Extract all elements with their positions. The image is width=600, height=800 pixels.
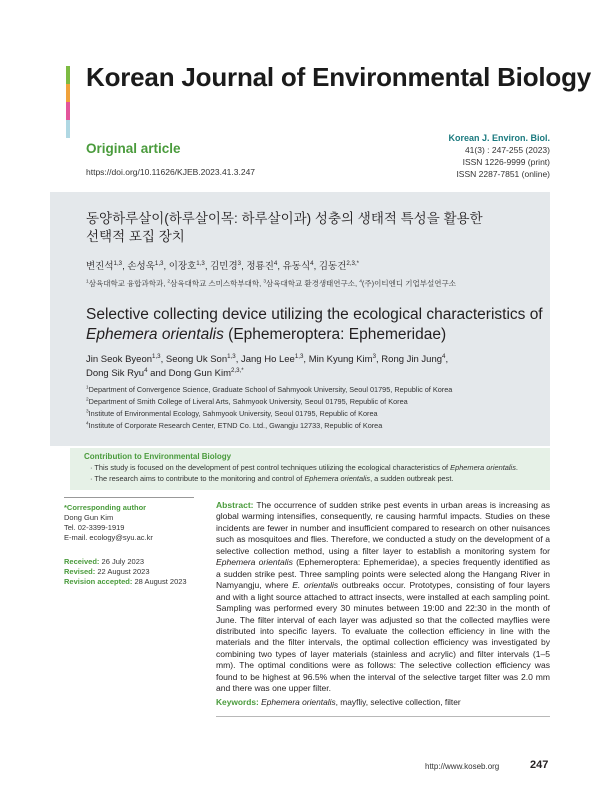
color-bar-orange	[66, 84, 70, 102]
english-authors	[86, 353, 526, 381]
corresponding-author-name: Dong Gun Kim	[64, 513, 114, 522]
doi-link[interactable]: https://doi.org/10.11626/KJEB.2023.41.3.247	[86, 167, 256, 177]
english-title	[86, 305, 546, 345]
received-date: Received: 26 July 2023	[64, 557, 145, 566]
color-bar-blue	[66, 120, 70, 138]
korean-title-line: 동양하루살이(하루살이목: 하루살이과) 성충의 생태적 특성을 활용한	[86, 211, 483, 226]
author-kr: 이장호$^{1,3}$	[168, 259, 205, 272]
citation-block	[448, 132, 550, 180]
author-kr: 김동건$^{2,3,*}$	[318, 259, 360, 272]
color-bar-pink	[66, 102, 70, 120]
keywords-label: Keywords:	[216, 697, 259, 707]
corresponding-author-label: *Corresponding author	[64, 503, 147, 512]
korean-authors: 변진석$^{1,3}$, 손성욱$^{1,3}$, 이장호$^{1,3}$, 김민경$^3$, 정룡진$^4$, 유동식$^4$, 김동건$^{2,3,*}$	[86, 259, 360, 272]
korean-title	[86, 210, 526, 246]
accepted-date: Revision accepted: 28 August 2023	[64, 577, 187, 586]
affiliation-line: $^4$Institute of Corporate Research Center, ETND Co. Ltd., Gwangju 12733, Republic of Korea	[86, 421, 383, 430]
journal-color-bar	[66, 66, 70, 138]
english-affiliations	[86, 384, 536, 432]
author-kr: 정룡진$^4$	[246, 259, 278, 272]
sidebar-divider	[64, 497, 194, 498]
corresponding-author-tel: Tel. 02-3399-1919	[64, 523, 125, 532]
author-kr: 유동식$^4$	[282, 259, 314, 272]
contribution-title: Contribution to Environmental Biology	[84, 452, 232, 461]
author-kr: 변진석$^{1,3}$	[86, 259, 123, 272]
journal-abbrev: Korean J. Environ. Biol.	[448, 133, 550, 143]
abstract-divider	[216, 716, 550, 717]
author-en: Jang Ho Lee$^{1,3}$,	[240, 352, 309, 365]
volume-pages: 41(3) : 247-255 (2023)	[464, 145, 550, 155]
korean-title-line: 선택적 포집 장치	[86, 229, 185, 244]
issn-print: ISSN 1226-9999 (print)	[462, 157, 550, 167]
contribution-item: · The research aims to contribute to the monitoring and control of Ephemera orientalis, a sudden outbreak pest.	[90, 474, 454, 483]
page-number: 247	[530, 759, 549, 771]
author-en: Rong Jin Jung$^4$,	[381, 352, 449, 365]
color-bar-green	[66, 66, 70, 84]
abstract: Abstract: The occurrence of sudden strike pest events in urban areas is increasing as global warming intensifies, consequently, re causing harmful impacts. Studies on these incidents are fewer in number and insufficient compared to research on other nuisances such as mosquitoes and flies. Therefore, we conducted a study on the development of a selective collection method, using a filter layer to establish a monitoring system for Ephemera orientalis (Ephemeroptera: Ephemeridae), a species frequently identified as a sudden strike pest. Three sampling points were selected along the Hangang River in Namyangju, where E. orientalis outbreaks occur. Prototypes, consisting of four layers and with a light source attached to attract insects, were installed at each sampling point. Sampling was performed every 30 minutes between 19:00 and 22:30 in the month of June. The filter interval of each layer was adjusted so that the collected mayflies were distributed into specific layers. To evaluate the collection efficiency in line with the materials and the filter intervals, the optimal collection efficiency was investigated by combining two types of layer materials (stainless and acrylic) and filter intervals (1–5 mm). The optimal conditions were as follows: The selective collection efficiency was found to be highest at 96.5% when the interval of the selective target filter was 2.0 mm and there was one upper filter.	[216, 500, 551, 694]
revised-date: Revised: 22 August 2023	[64, 567, 150, 576]
author-en: Jin Seok Byeon$^{1,3}$,	[86, 352, 166, 365]
korean-affiliations: $^1$삼육대학교 융합과학과, $^2$삼육대학교 스미스학부대학, $^3$삼육대학교 환경생태연구소, $^4$(주)이티엔디 기업부설연구소	[86, 279, 456, 288]
author-kr: 김민경$^3$	[210, 259, 242, 272]
issn-online: ISSN 2287-7851 (online)	[456, 169, 550, 179]
author-en: Dong Gun Kim$^{2,3,*}$	[168, 366, 244, 379]
author-en: Min Kyung Kim$^3$,	[308, 352, 382, 365]
author-en: Seong Uk Son$^{1,3}$,	[165, 352, 241, 365]
affiliation-line: $^2$Department of Smith College of Liveral Arts, Sahmyook University, Seoul 01795, Republic of Korea	[86, 397, 408, 406]
keywords: Keywords: Ephemera orientalis, mayfliy, selective collection, filter	[216, 697, 461, 707]
journal-title: Korean Journal of Environmental Biology	[86, 62, 592, 92]
corresponding-author-email[interactable]: E-mail. ecology@syu.ac.kr	[64, 533, 153, 542]
footer-url[interactable]: http://www.koseb.org	[425, 762, 500, 771]
article-type: Original article	[86, 141, 181, 156]
author-kr: 손성욱$^{1,3}$	[127, 259, 164, 272]
english-title-line2: Ephemera orientalis (Ephemeroptera: Ephemeridae)	[86, 326, 447, 343]
affiliation-line: $^3$Institute of Environmental Ecology, Sahmyook University, Seoul 01795, Republic of Korea	[86, 409, 378, 418]
affiliation-line: $^1$Department of Convergence Science, Graduate School of Sahmyook University, Seoul 01795, Republic of Korea	[86, 385, 453, 394]
contribution-item: · This study is focused on the development of pest control techniques utilizing the ecological characteristics of Ephemera orientalis.	[90, 463, 518, 472]
english-title-line1: Selective collecting device utilizing the ecological characteristics of	[86, 306, 543, 323]
abstract-label: Abstract:	[216, 500, 254, 510]
author-en: Dong Sik Ryu$^4$ and	[86, 366, 169, 379]
